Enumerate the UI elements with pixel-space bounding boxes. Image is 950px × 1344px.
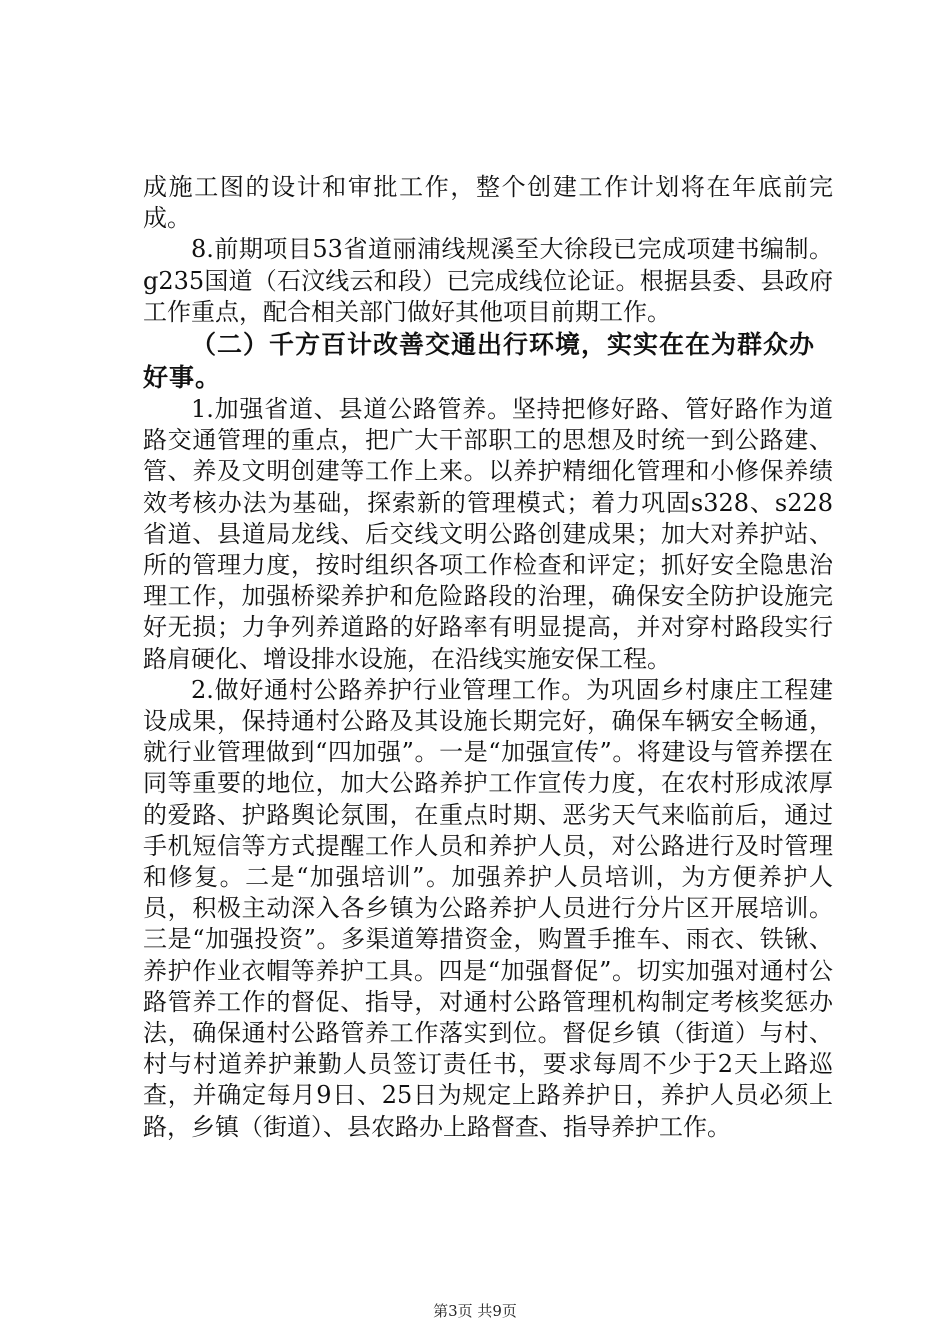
- paragraph-continuation: 成施工图的设计和审批工作，整个创建工作计划将在年底前完成。: [143, 173, 833, 233]
- paragraph-item-2: 2.做好通村公路养护行业管理工作。为巩固乡村康庄工程建设成果，保持通村公路及其设施长期完好，确保车辆安全畅通，就行业管理做到“四加强”。一是“加强宣传”。将建设与管养摆在同等重要的地位，加大公路养护工作宣传力度，在农村形成浓厚的爱路、护路舆论氛围，在重点时期、恶劣天气来临前后，通过手机短信等方式提醒工作人员和养护人员，对公路进行及时管理和修复。二是“加强培训”。加强养护人员培训，为方便养护人员，积极主动深入各乡镇为公路养护人员进行分片区开展培训。三是“加强投资”。多渠道筹措资金，购置手推车、雨衣、铁锹、养护作业衣帽等养护工具。四是“加强督促”。切实加强对通村公路管养工作的督促、指导，对通村公路管理机构制定考核奖惩办法，确保通村公路管养工作落实到位。督促乡镇（街道）与村、村与村道养护兼勤人员签订责任书，要求每周不少于2天上路巡查，并确定每月9日、25日为规定上路养护日，养护人员必须上路，乡镇（街道）、县农路办上路督查、指导养护工作。: [143, 675, 833, 1141]
- document-body: [143, 172, 833, 1143]
- section-heading: （二）千方百计改善交通出行环境，实实在在为群众办好事。: [143, 330, 816, 393]
- page-footer: 第3页 共9页: [433, 1302, 517, 1320]
- paragraph-item-1: 1.加强省道、县道公路管养。坚持把修好路、管好路作为道路交通管理的重点，把广大干部职工的思想及时统一到公路建、管、养及文明创建等工作上来。以养护精细化管理和小修保养绩效考核办法为基础，探索新的管理模式；着力巩固s328、s228省道、县道局龙线、后交线文明公路创建成果；加大对养护站、所的管理力度，按时组织各项工作检查和评定；抓好安全隐患治理工作，加强桥梁养护和危险路段的治理，确保安全防护设施完好无损；力争列养道路的好路率有明显提高，并对穿村路段实行路肩硬化、增设排水设施，在沿线实施安保工程。: [143, 395, 833, 673]
- paragraph-item-8: 8.前期项目53省道丽浦线规溪至大徐段已完成项建书编制。g235国道（石汶线云和段）已完成线位论证。根据县委、县政府工作重点，配合相关部门做好其他项目前期工作。: [143, 235, 833, 326]
